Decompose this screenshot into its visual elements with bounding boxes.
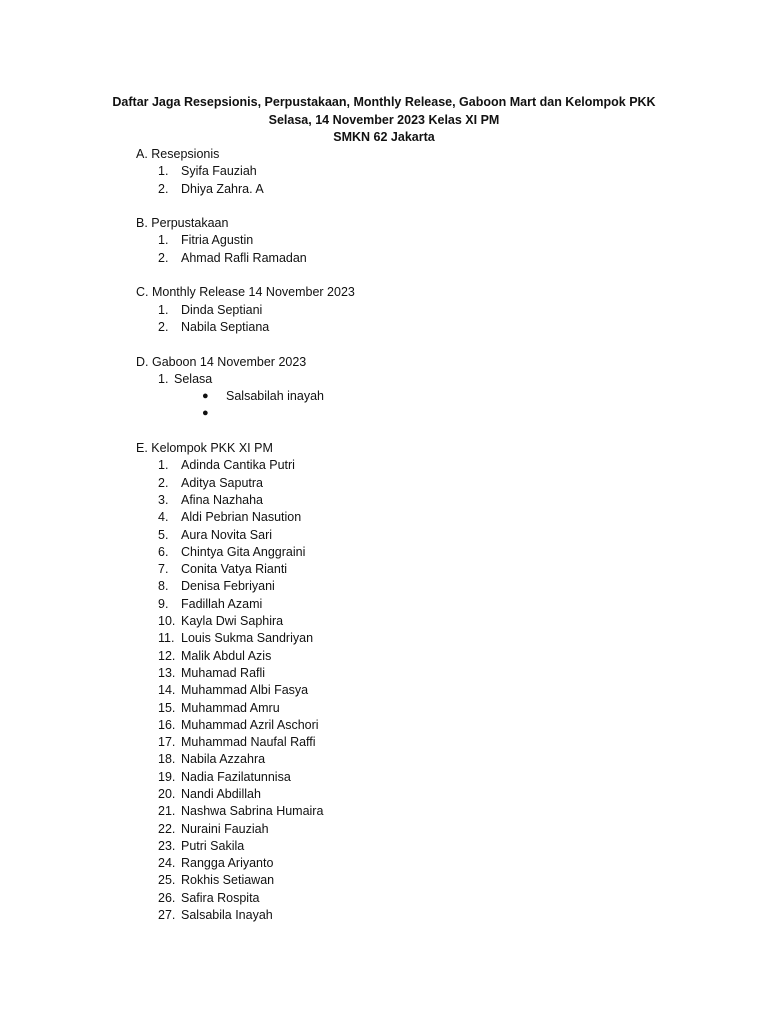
list-item: [136, 769, 696, 786]
section-title-gaboon: D. Gaboon 14 November 2023: [136, 354, 307, 369]
list-item-name: Nabila Septiana: [181, 319, 270, 334]
list-number: 6.: [158, 544, 169, 559]
list-item-name: Muhammad Amru: [181, 700, 280, 715]
list-item-name: Malik Abdul Azis: [181, 648, 272, 663]
list-item-name: Louis Sukma Sandriyan: [181, 631, 314, 646]
section-title-kelompok-pkk: E. Kelompok PKK XI PM: [136, 441, 273, 456]
list-item: [136, 751, 696, 768]
list-item: [136, 907, 696, 924]
list-number: 21.: [158, 804, 176, 819]
list-item-name: Aldi Pebrian Nasution: [181, 510, 302, 525]
list-item: [136, 561, 696, 578]
list-item-name: Dhiya Zahra. A: [181, 181, 264, 196]
list-item-name: Muhamad Rafli: [181, 665, 266, 680]
list-item: [136, 181, 696, 198]
list-item: [136, 803, 696, 820]
list-item: [136, 302, 696, 319]
list-item-name: Dinda Septiani: [181, 302, 263, 317]
list-item: [136, 163, 696, 180]
list-number: 7.: [158, 562, 169, 577]
list-item-name: Rokhis Setiawan: [181, 873, 275, 888]
list-number: 1.: [158, 302, 169, 317]
list-item: [136, 630, 696, 647]
list-number: 14.: [158, 683, 176, 698]
list-item: [136, 509, 696, 526]
list-number: 11.: [158, 631, 175, 646]
list-item: [136, 786, 696, 803]
list-item-name: Nabila Azzahra: [181, 752, 266, 767]
list-number: 8.: [158, 579, 169, 594]
bullet-item: [136, 388, 696, 405]
list-item-name: Chintya Gita Anggraini: [181, 544, 306, 559]
list-number: 1.: [158, 233, 169, 248]
header-date-class: Selasa, 14 November 2023 Kelas XI PM: [268, 112, 500, 127]
list-item-name: Afina Nazhaha: [181, 492, 264, 507]
section-title-resepsionis: A. Resepsionis: [136, 147, 220, 161]
list-item-name: Aditya Saputra: [181, 475, 263, 490]
list-item-name: Kayla Dwi Saphira: [181, 614, 284, 629]
list-number: 5.: [158, 527, 169, 542]
list-item: [136, 613, 696, 630]
list-number: 22.: [158, 821, 176, 836]
list-item: [136, 855, 696, 872]
list-item: [136, 250, 696, 267]
list-item-name: Fadillah Azami: [181, 596, 263, 611]
list-item: [136, 492, 696, 509]
list-item-name: Nashwa Sabrina Humaira: [181, 804, 324, 819]
bullet-item-name: Salsabilah inayah: [226, 389, 324, 404]
list-item: [136, 682, 696, 699]
bullet-item: [136, 405, 696, 422]
spacer: [136, 423, 696, 440]
list-item: [136, 734, 696, 751]
list-number: 1.: [158, 164, 169, 179]
list-item-name: Safira Rospita: [181, 890, 260, 905]
list-item: [136, 700, 696, 717]
list-number: 13.: [158, 665, 176, 680]
list-number: 18.: [158, 752, 176, 767]
list-item: [136, 890, 696, 907]
list-item: [136, 544, 696, 561]
document-header: [0, 94, 768, 147]
list-item: [136, 838, 696, 855]
bullet-icon: ●: [202, 390, 209, 403]
list-item-name: Conita Vatya Rianti: [181, 562, 288, 577]
list-item-name: Salsabila Inayah: [181, 908, 273, 923]
list-item-name: Muhammad Azril Aschori: [181, 717, 319, 732]
list-number: 4.: [158, 510, 169, 525]
list-item-name: Ahmad Rafli Ramadan: [181, 250, 307, 265]
list-item: [136, 457, 696, 474]
list-item-name: Fitria Agustin: [181, 233, 254, 248]
list-item-name: Nandi Abdillah: [181, 786, 261, 801]
sub-list-item: [136, 371, 696, 388]
kelompok-pkk-list: [136, 457, 696, 924]
list-item: [136, 821, 696, 838]
header-school: SMKN 62 Jakarta: [333, 130, 435, 144]
list-item-name: Syifa Fauziah: [181, 164, 257, 179]
bullet-icon: ●: [202, 407, 209, 420]
list-item-name: Rangga Ariyanto: [181, 856, 274, 871]
list-number: 23.: [158, 838, 176, 853]
list-item-name: Nuraini Fauziah: [181, 821, 269, 836]
list-item: [136, 717, 696, 734]
list-item: [136, 578, 696, 595]
list-number: 19.: [158, 769, 176, 784]
list-number: 2.: [158, 475, 169, 490]
header-title: Daftar Jaga Resepsionis, Perpustakaan, Monthly Release, Gaboon Mart dan Kelompok PKK: [112, 95, 656, 109]
list-item: [136, 648, 696, 665]
list-item-name: Muhammad Albi Fasya: [181, 683, 309, 698]
list-number: 9.: [158, 596, 169, 611]
list-number: 16.: [158, 717, 176, 732]
list-number: 26.: [158, 890, 176, 905]
list-item-name: Aura Novita Sari: [181, 527, 273, 542]
list-item: [136, 596, 696, 613]
list-number: 20.: [158, 786, 176, 801]
list-item: [136, 475, 696, 492]
spacer: [136, 336, 696, 353]
list-number: 2.: [158, 181, 169, 196]
list-number: 27.: [158, 908, 176, 923]
list-number: 2.: [158, 319, 169, 334]
list-item-name: Muhammad Naufal Raffi: [181, 735, 316, 750]
list-number: 1.: [158, 458, 169, 473]
list-number: 24.: [158, 856, 176, 871]
list-item-name: Putri Sakila: [181, 838, 245, 853]
list-number: 12.: [158, 648, 176, 663]
list-item: [136, 527, 696, 544]
list-item: [136, 232, 696, 249]
sub-list-label: Selasa: [174, 371, 213, 386]
document-content: [136, 146, 696, 924]
list-item-name: Adinda Cantika Putri: [181, 458, 295, 473]
list-number: 1.: [158, 371, 169, 386]
list-number: 25.: [158, 873, 176, 888]
list-number: 15.: [158, 700, 176, 715]
list-item: [136, 872, 696, 889]
list-number: 17.: [158, 735, 176, 750]
list-number: 10.: [158, 614, 176, 629]
section-title-monthly-release: C. Monthly Release 14 November 2023: [136, 285, 355, 300]
list-item: [136, 319, 696, 336]
list-item-name: Nadia Fazilatunnisa: [181, 769, 291, 784]
spacer: [136, 198, 696, 215]
list-item: [136, 665, 696, 682]
list-number: 2.: [158, 250, 169, 265]
list-item-name: Denisa Febriyani: [181, 579, 275, 594]
list-number: 3.: [158, 492, 169, 507]
section-title-perpustakaan: B. Perpustakaan: [136, 216, 229, 231]
spacer: [136, 267, 696, 284]
